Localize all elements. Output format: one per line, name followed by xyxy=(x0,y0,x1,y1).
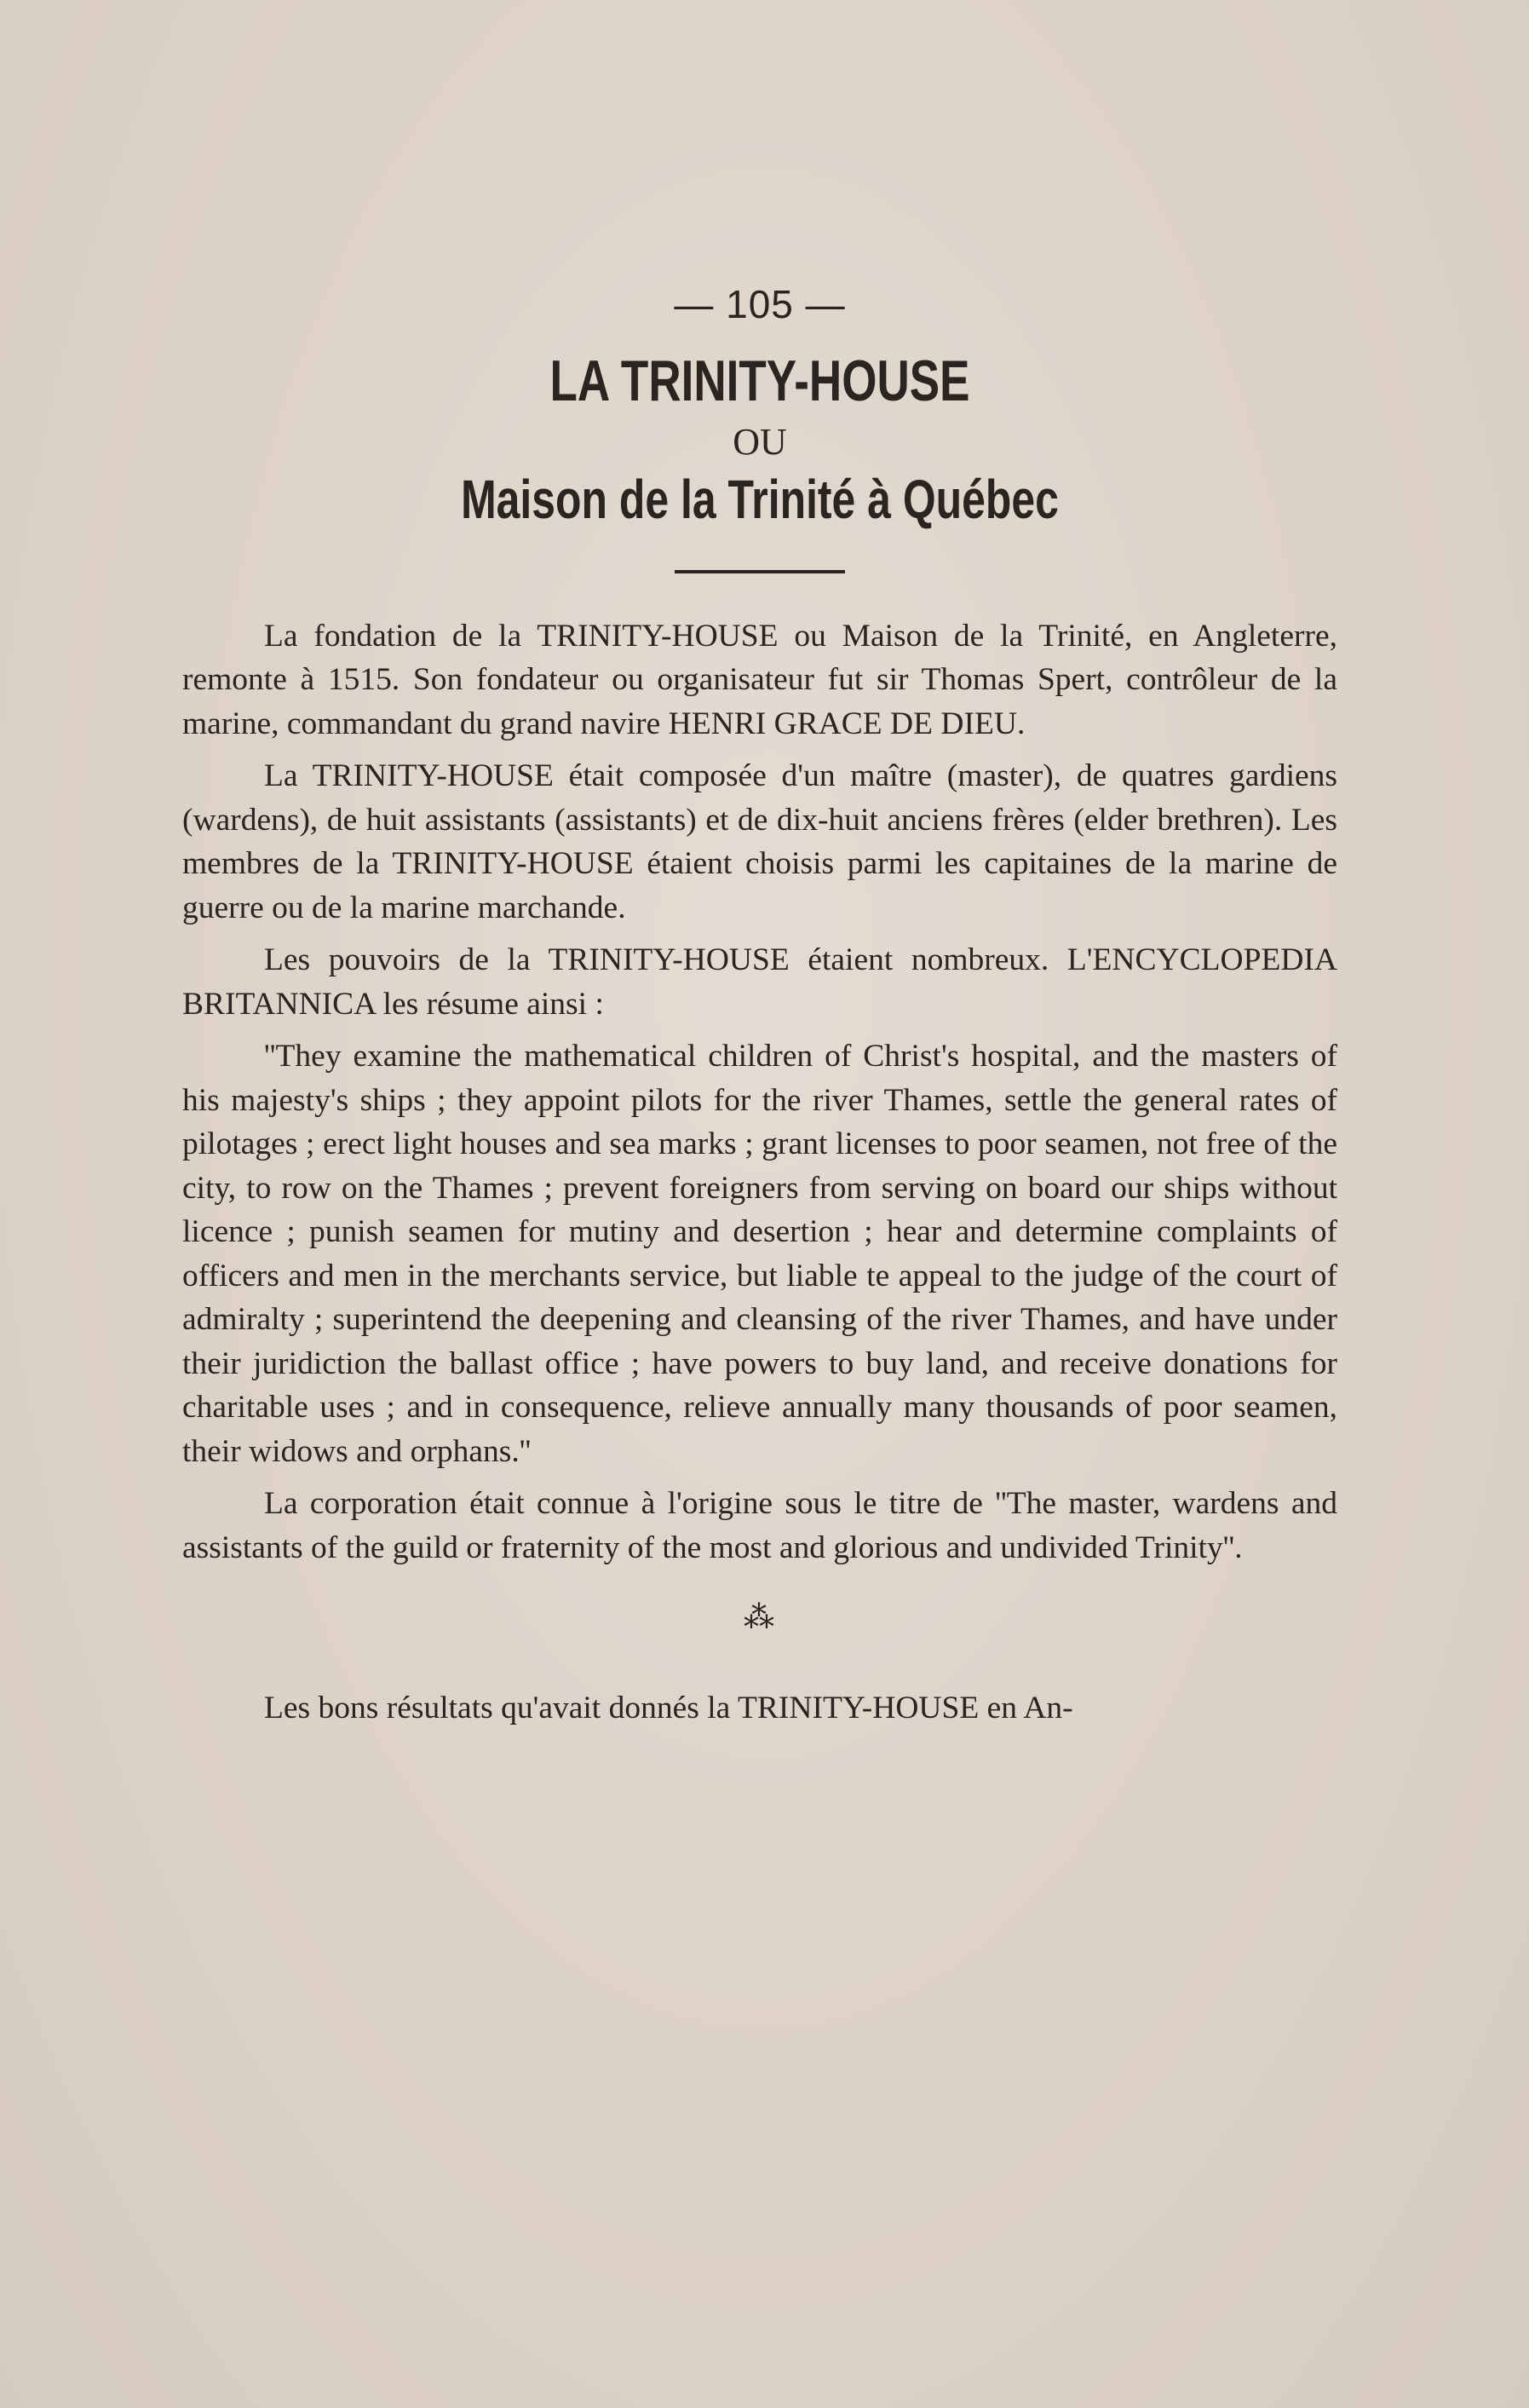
paragraph-corporation: La corporation était connue à l'origine sous le titre de ''The master, wardens and assistants of the guild or fraternity of the most and glorious and undivided Trinity''. xyxy=(182,1486,1337,1565)
paragraph-powers: Les pouvoirs de la TRINITY-HOUSE étaient nombreux. L'ENCYCLOPEDIA BRITANNICA les résume ainsi : xyxy=(182,942,1337,1022)
paragraph-foundation: La fondation de la TRINITY-HOUSE ou Maison de la Trinité, en Angleterre, remonte à 1515. Son fondateur ou organisateur fut sir Thomas Spert, contrôleur de la marine, commandant du grand navire HENRI GRACE DE DIEU. xyxy=(182,618,1337,741)
body-text xyxy=(182,614,1337,1731)
page-title: LA TRINITY-HOUSE xyxy=(549,349,970,413)
page-subtitle: Maison de la Trinité à Québec xyxy=(461,468,1059,530)
paragraph-continuation: Les bons résultats qu'avait donnés la TRINITY-HOUSE en An- xyxy=(264,1691,1073,1726)
title-connector: OU xyxy=(733,420,787,463)
paragraph-composition: La TRINITY-HOUSE était composée d'un maître (master), de quatres gardiens (wardens), de huit assistants (assistants) et de dix-huit anciens frères (elder brethren). Les membres de la TRINITY-HOUSE étaient choisis parmi les capitaines de la marine de guerre ou de la marine marchande. xyxy=(182,758,1337,925)
asterism-divider: ⁂ xyxy=(744,1600,776,1636)
paragraph-quotation: ''They examine the mathematical children of Christ's hospital, and the masters of his majesty's ships ; they appoint pilots for the river Thames, settle the general rates of pilotages ; erect light houses and sea marks ; grant licenses to poor seamen, not free of the city, to row on the Thames ; prevent foreigners from serving on board our ships without licence ; punish seamen for mutiny and desertion ; hear and determine complaints of officers and men in the merchants service, but liable te appeal to the judge of the court of admiralty ; superintend the deepening and cleansing of the river Thames, and have under their juridiction the ballast office ; have powers to buy land, and receive donations for charitable uses ; and in consequence, relieve annually many thousands of poor seamen, their widows and orphans.'' xyxy=(182,1039,1337,1469)
page-content xyxy=(182,281,1337,1739)
title-divider xyxy=(675,570,845,573)
page-number: — 105 — xyxy=(674,282,846,326)
